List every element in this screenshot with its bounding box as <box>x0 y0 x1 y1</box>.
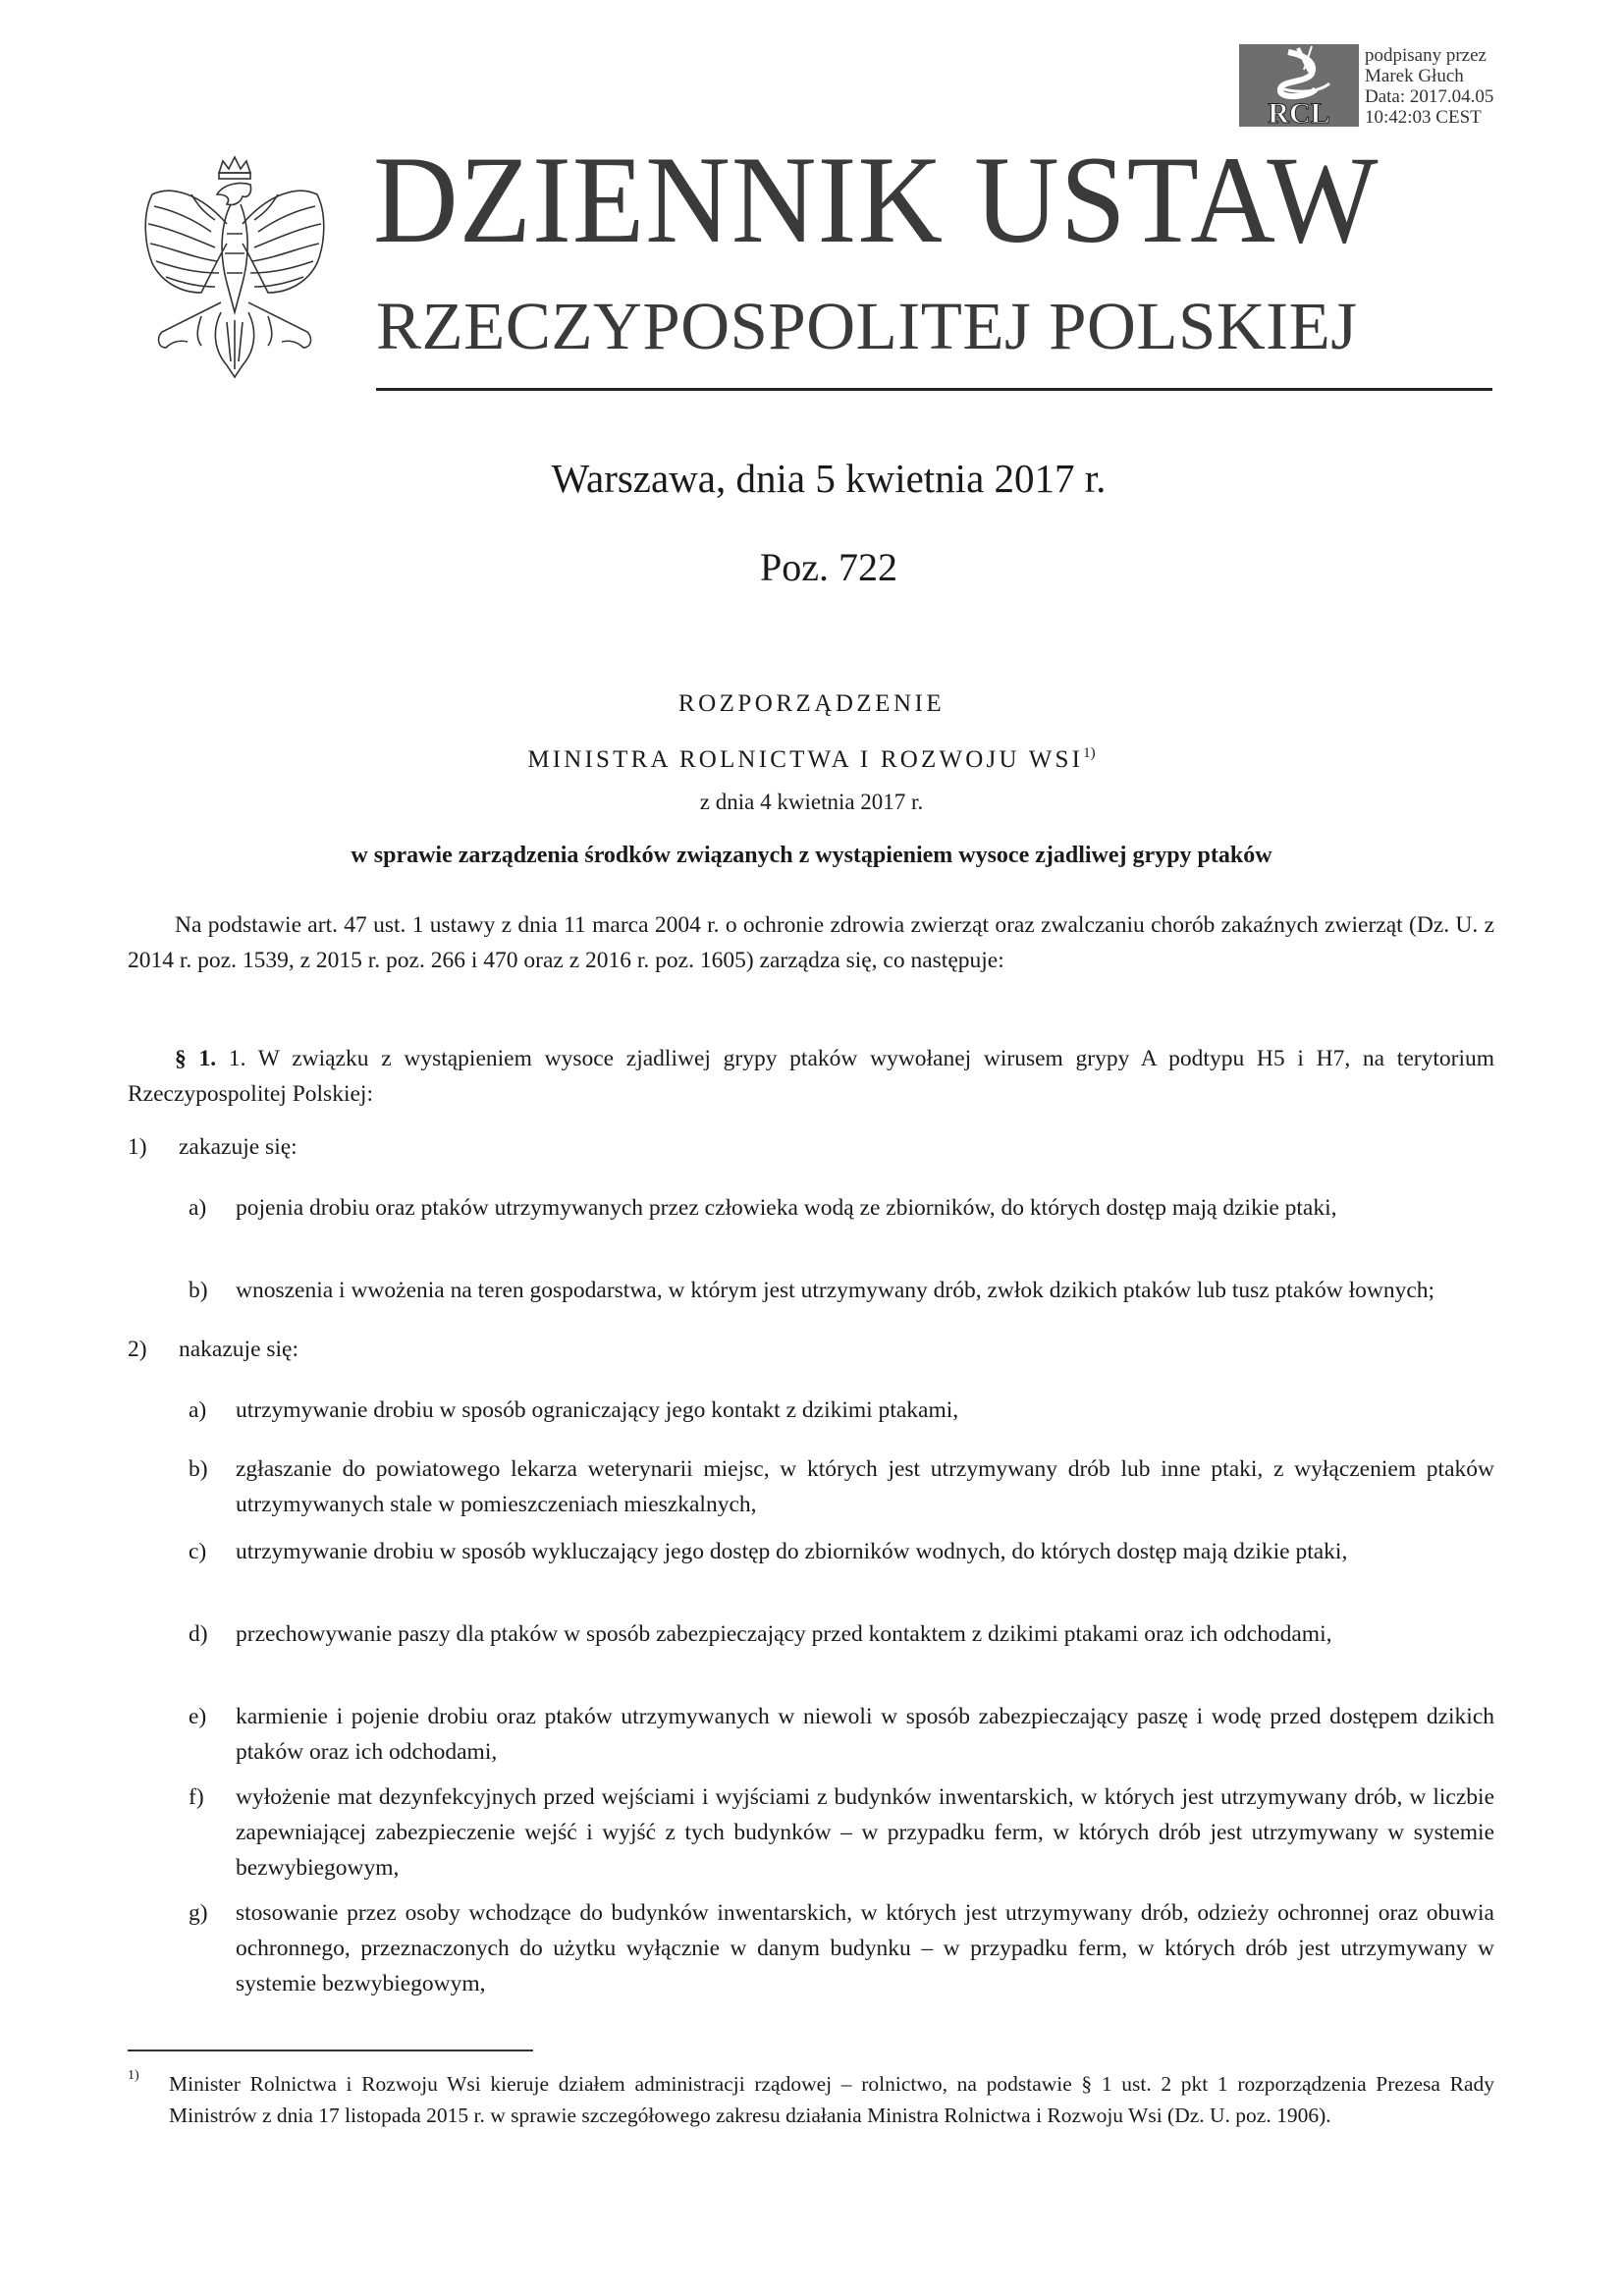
item-letter: a) <box>189 1397 207 1423</box>
act-date: z dnia 4 kwietnia 2017 r. <box>699 790 924 814</box>
item-text: karmienie i pojenie drobiu oraz ptaków utrzymywanych w niewoli w sposób zabezpieczający paszę i wodę przed dostępem dzikich ptaków oraz ich odchodami, <box>236 1704 1494 1765</box>
point-number: 1) <box>128 1134 147 1160</box>
signature-line: Data: 2017.04.05 <box>1365 86 1494 107</box>
item-letter: c) <box>189 1539 207 1564</box>
journal-title: DZIENNIK USTAW <box>373 130 1380 269</box>
rcl-logo-text: RCL <box>1268 97 1330 127</box>
point-text: zakazuje się: <box>179 1134 298 1160</box>
item-letter: b) <box>189 1456 208 1482</box>
item-letter: e) <box>189 1704 207 1729</box>
masthead-divider <box>376 388 1492 391</box>
item-text: stosowanie przez osoby wchodzące do budynków inwentarskich, w których jest utrzymywany drób, odzieży ochronnej oraz obuwia ochronnego, przeznaczonych do użytku wyłącznie w danym budynku – w przypadku ferm, w których drób jest utrzymywany w systemie bezwybiegowym, <box>236 1900 1494 1996</box>
item-letter: d) <box>189 1621 208 1647</box>
polish-eagle-emblem-icon <box>133 155 339 383</box>
footnote-reference: 1) <box>1083 745 1096 761</box>
item-letter: f) <box>189 1784 204 1810</box>
point-number: 2) <box>128 1337 147 1362</box>
act-subject: w sprawie zarządzenia środków związanych z wystąpieniem wysoce zjadliwej grypy ptaków <box>351 843 1272 868</box>
act-type: ROZPORZĄDZENIE <box>677 690 946 717</box>
item-text: utrzymywanie drobiu w sposób ograniczający jego kontakt z dzikimi ptakami, <box>236 1397 959 1423</box>
point-text: nakazuje się: <box>179 1337 299 1362</box>
item-text: przechowywanie paszy dla ptaków w sposób zabezpieczający przed kontaktem z dzikimi ptakami oraz ich odchodami, <box>236 1621 1332 1647</box>
item-letter: b) <box>189 1278 208 1303</box>
signature-line: 10:42:03 CEST <box>1365 107 1482 128</box>
position-number: Poz. 722 <box>760 545 897 589</box>
item-letter: g) <box>189 1900 208 1926</box>
item-text: wnoszenia i wwożenia na teren gospodarstwa, w którym jest utrzymywany drób, zwłok dzikich ptaków lub tusz ptaków łownych; <box>236 1278 1435 1303</box>
rcl-signature-logo <box>1239 44 1359 127</box>
item-text: wyłożenie mat dezynfekcyjnych przed wejściami i wyjściami z budynków inwentarskich, w których jest utrzymywany drób, w liczbie zapewniającej zabezpieczenie wejść i wyjść z tych budynków – w przypadku ferm, w których drób jest utrzymywany w systemie bezwybiegowym, <box>236 1784 1494 1881</box>
item-text: pojenia drobiu oraz ptaków utrzymywanych przez człowieka wodą ze zbiorników, do których dostęp mają dzikie ptaki, <box>236 1195 1337 1221</box>
rcl-quill-icon <box>1239 44 1359 127</box>
footnote-mark: 1) <box>128 2068 139 2083</box>
signature-info <box>1365 45 1493 128</box>
item-letter: a) <box>189 1195 207 1221</box>
journal-subtitle: RZECZYPOSPOLITEJ POLSKIEJ <box>376 289 1358 363</box>
footnote-divider <box>128 2050 533 2051</box>
item-text: utrzymywanie drobiu w sposób wykluczający jego dostęp do zbiorników wodnych, do których dostęp mają dzikie ptaki, <box>236 1539 1348 1564</box>
place-and-date: Warszawa, dnia 5 kwietnia 2017 r. <box>551 456 1107 501</box>
section-intro-text: 1. W związku z wystąpieniem wysoce zjadliwej grypy ptaków wywołanej wirusem grypy A podtypu H5 i H7, na terytorium Rzeczypospolitej Polskiej: <box>128 1046 1495 1107</box>
section-mark: § 1. <box>175 1046 217 1071</box>
act-issuer <box>0 738 1623 775</box>
item-text: zgłaszanie do powiatowego lekarza weterynarii miejsc, w których jest utrzymywany drób lub inne ptaki, z wyłączeniem ptaków utrzymywanych stale w pomieszczeniach mieszkalnych, <box>236 1456 1494 1517</box>
section-1-intro <box>128 1041 1494 1112</box>
footnote-text: Minister Rolnictwa i Rozwoju Wsi kieruje działem administracji rządowej – rolnictwo, na podstawie § 1 ust. 2 pkt 1 rozporządzenia Prezesa Rady Ministrów z dnia 17 listopada 2015 r. w sprawie szczegółowego zakresu działania Ministra Rolnictwa i Rozwoju Wsi (Dz. U. poz. 1906). <box>169 2072 1494 2127</box>
signature-line: podpisany przez <box>1365 45 1487 66</box>
act-issuer-name: MINISTRA ROLNICTWA I ROZWOJU WSI <box>527 746 1084 773</box>
preamble: Na podstawie art. 47 ust. 1 ustawy z dnia 11 marca 2004 r. o ochronie zdrowia zwierząt oraz zwalczaniu chorób zakaźnych zwierząt (Dz. U. z 2014 r. poz. 1539, z 2015 r. poz. 266 i 470 oraz z 2016 r. poz. 1605) zarządza się, co następuje: <box>128 912 1494 973</box>
signature-line: Marek Głuch <box>1365 66 1464 86</box>
